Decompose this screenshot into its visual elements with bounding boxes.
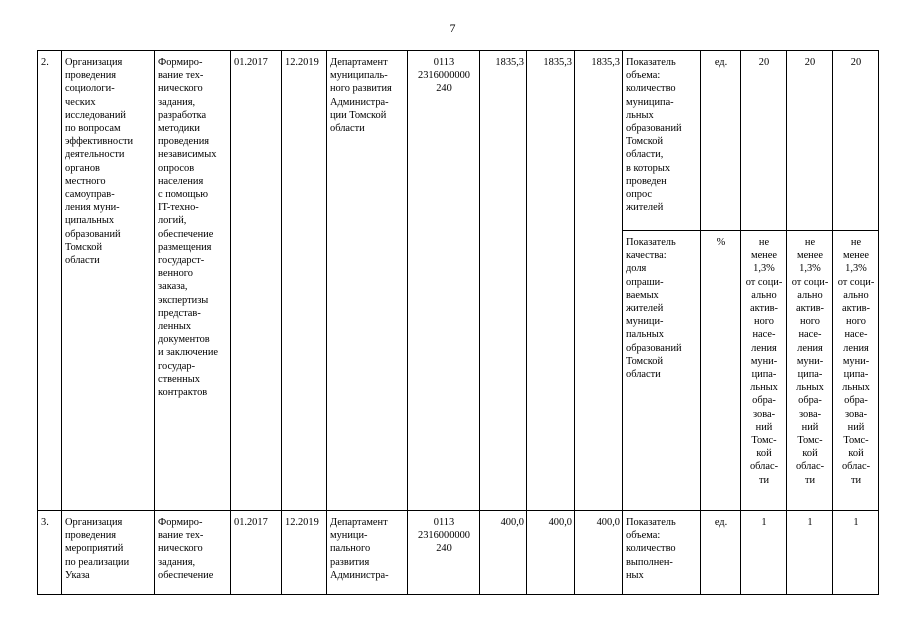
text-line: проведен [626, 175, 667, 187]
row-number: 3. [38, 511, 62, 595]
text-line: образований [626, 342, 682, 354]
text-line: льных [796, 382, 824, 394]
end-date: 12.2019 [282, 51, 327, 511]
text-line: 1 [761, 517, 767, 528]
text-line: развития [330, 556, 370, 568]
text-line: ления муни- [65, 202, 120, 214]
text-line: ваемых [626, 289, 659, 301]
text-line: образований [626, 123, 682, 135]
text-line: органов [65, 162, 100, 174]
text-line: Администра- [330, 96, 389, 108]
text-line: актив- [750, 303, 778, 315]
text-line: объема: [626, 70, 661, 82]
text-line: нического [158, 543, 203, 555]
text-line: муни- [796, 355, 824, 367]
sum-year-1: 400,0 [480, 511, 527, 595]
end-date: 12.2019 [282, 511, 327, 595]
text-line: ного [754, 316, 774, 328]
text-line: пальных [626, 329, 664, 341]
text-line: зова- [752, 408, 776, 420]
text-line: льных [626, 109, 654, 121]
activity-name [62, 51, 155, 511]
text-line: 20 [758, 57, 770, 68]
text-line: Томс- [797, 435, 823, 447]
text-line: ципа- [797, 369, 823, 381]
sum-year-1: 1835,3 [480, 51, 527, 511]
table-row [38, 511, 879, 595]
text-line: Организация [65, 57, 123, 68]
text-line: муниципа- [626, 96, 674, 108]
text-line: Томской [626, 136, 664, 148]
text-line: муни- [842, 355, 870, 367]
text-line: количество [626, 543, 676, 555]
text-line: насе- [844, 329, 868, 341]
text-line: ного развития [330, 83, 392, 95]
text-line: ции Томской [330, 109, 387, 121]
text-line: ти [758, 474, 770, 486]
text-line: образований [65, 228, 121, 240]
text-line: IT-техно- [158, 202, 199, 214]
indicator-unit: ед. [701, 51, 741, 231]
text-line: обеспечение [158, 228, 214, 240]
row-number: 2. [38, 51, 62, 511]
text-line: менее [751, 250, 777, 262]
text-line: государст- [158, 255, 205, 267]
text-line: 2316000000 [418, 70, 470, 82]
page-number: 7 [449, 21, 456, 35]
text-line: проведения [65, 70, 117, 82]
text-line: кой [848, 448, 864, 460]
text-line: зова- [798, 408, 822, 420]
text-line: обеспечение [158, 569, 214, 581]
text-line: по реализации [65, 556, 130, 568]
text-line: качества: [626, 250, 667, 262]
indicator-value-1 [741, 231, 787, 511]
text-line: Департамент [330, 57, 388, 68]
text-line: Формиро- [158, 517, 203, 528]
budget-code [408, 51, 480, 511]
text-line: опросов [158, 162, 195, 174]
text-line: Администра- [330, 569, 389, 581]
activity-content [155, 511, 231, 595]
indicator-name [623, 231, 701, 511]
text-line: по вопросам [65, 123, 121, 135]
text-line: ципа- [843, 369, 869, 381]
text-line: ческих [65, 96, 96, 108]
indicator-unit: ед. [701, 511, 741, 595]
indicator-value-1 [741, 51, 787, 231]
text-line: Томской [626, 355, 664, 367]
text-line: с помощью [158, 189, 209, 201]
text-line: 1 [807, 517, 813, 528]
text-line: 20 [804, 57, 816, 68]
text-line: ципа- [751, 369, 777, 381]
executor [327, 51, 408, 511]
text-line: от соци- [791, 276, 829, 288]
text-line: не [758, 237, 770, 248]
text-line: вание тех- [158, 70, 204, 82]
activities-table [37, 50, 879, 595]
text-line: 1,3% [753, 263, 775, 275]
text-line: льных [750, 382, 778, 394]
text-line: ципальных [65, 215, 115, 227]
indicator-name [623, 511, 701, 595]
text-line: жителей [626, 303, 664, 315]
text-line: муниципаль- [330, 70, 388, 82]
text-line: деятельности [65, 149, 125, 161]
text-line: области [330, 123, 365, 135]
text-line: самоуправ- [65, 189, 115, 201]
table-row [38, 51, 879, 231]
text-line: ально [797, 289, 823, 301]
activity-name [62, 511, 155, 595]
text-line: доля [626, 263, 647, 275]
text-line: 1,3% [845, 263, 867, 275]
start-date: 01.2017 [231, 51, 282, 511]
text-line: обра- [844, 395, 868, 407]
text-line: муници- [330, 530, 368, 542]
text-line: насе- [752, 329, 776, 341]
executor [327, 511, 408, 595]
text-line: мероприятий [65, 543, 124, 555]
text-line: ных [626, 569, 644, 581]
indicator-value-3 [833, 511, 879, 595]
text-line: ний [847, 421, 865, 433]
text-line: облас- [749, 461, 779, 473]
text-line: разработка [158, 109, 207, 121]
text-line: обра- [752, 395, 776, 407]
text-line: актив- [796, 303, 824, 315]
text-line: жителей [626, 202, 664, 214]
text-line: кой [802, 448, 818, 460]
text-line: венного [158, 268, 193, 280]
text-line: муни- [750, 355, 778, 367]
text-line: 0113 [433, 57, 455, 68]
indicator-unit: % [701, 231, 741, 511]
text-line: области [626, 369, 661, 381]
text-line: размещения [158, 241, 212, 253]
text-line: ления [797, 342, 823, 354]
text-line: зова- [844, 408, 868, 420]
text-line: 240 [436, 83, 452, 95]
text-line: ного [846, 316, 866, 328]
text-line: менее [843, 250, 869, 262]
text-line: 240 [436, 543, 452, 555]
text-line: объема: [626, 530, 661, 542]
text-line: актив- [842, 303, 870, 315]
sum-year-3: 1835,3 [575, 51, 623, 511]
text-line: опраши- [626, 276, 664, 288]
sum-year-2: 400,0 [527, 511, 575, 595]
sum-year-3: 400,0 [575, 511, 623, 595]
text-line: задания, [158, 96, 196, 108]
text-line: Томс- [843, 435, 869, 447]
text-line: не [850, 237, 862, 248]
text-line: Показатель [626, 237, 676, 248]
text-line: ления [751, 342, 777, 354]
text-line: выполнен- [626, 556, 673, 568]
text-line: заказа, [158, 281, 188, 293]
text-line: обра- [798, 395, 822, 407]
text-line: вание тех- [158, 530, 204, 542]
text-line: ленных [158, 321, 192, 333]
text-line: Указа [65, 569, 90, 581]
text-line: социологи- [65, 83, 115, 95]
text-line: Департамент [330, 517, 388, 528]
start-date: 01.2017 [231, 511, 282, 595]
text-line: не [804, 237, 816, 248]
sum-year-2: 1835,3 [527, 51, 575, 511]
indicator-value-2 [787, 51, 833, 231]
text-line: области, [626, 149, 664, 161]
text-line: Формиро- [158, 57, 203, 68]
text-line: Томс- [751, 435, 777, 447]
text-line: задания, [158, 556, 196, 568]
text-line: проведения [65, 530, 117, 542]
text-line: муници- [626, 316, 664, 328]
text-line: представ- [158, 307, 201, 319]
text-line: 1,3% [799, 263, 821, 275]
text-line: контрактов [158, 387, 208, 399]
text-line: документов [158, 334, 210, 346]
text-line: независимых [158, 149, 217, 161]
text-line: опрос [626, 189, 653, 201]
text-line: логий, [158, 215, 187, 227]
text-line: местного [65, 175, 106, 187]
indicator-name [623, 51, 701, 231]
text-line: Томской [65, 241, 103, 253]
text-line: исследований [65, 109, 126, 121]
text-line: облас- [841, 461, 871, 473]
text-line: ти [804, 474, 816, 486]
text-line: Показатель [626, 517, 676, 528]
text-line: насе- [798, 329, 822, 341]
text-line: проведения [158, 136, 210, 148]
text-line: от соци- [745, 276, 783, 288]
text-line: ально [751, 289, 777, 301]
indicator-value-2 [787, 231, 833, 511]
text-line: менее [797, 250, 823, 262]
text-line: ления [843, 342, 869, 354]
text-line: льных [842, 382, 870, 394]
text-line: ственных [158, 373, 200, 385]
indicator-value-3 [833, 231, 879, 511]
text-line: области [65, 255, 100, 267]
indicator-value-3 [833, 51, 879, 231]
text-line: ти [850, 474, 862, 486]
text-line: государ- [158, 360, 196, 372]
text-line: ний [801, 421, 819, 433]
text-line: от соци- [837, 276, 875, 288]
activity-content [155, 51, 231, 511]
text-line: экспертизы [158, 294, 209, 306]
budget-code [408, 511, 480, 595]
indicator-value-2 [787, 511, 833, 595]
text-line: методики [158, 123, 200, 135]
text-line: в которых [626, 162, 671, 174]
text-line: 1 [853, 517, 859, 528]
text-line: 2316000000 [418, 530, 470, 542]
text-line: ного [800, 316, 820, 328]
text-line: кой [756, 448, 772, 460]
text-line: ний [755, 421, 773, 433]
text-line: нического [158, 83, 203, 95]
text-line: ально [843, 289, 869, 301]
text-line: количество [626, 83, 676, 95]
text-line: эффективности [65, 136, 134, 148]
text-line: 0113 [433, 517, 455, 528]
text-line: и заключение [158, 347, 219, 359]
text-line: облас- [795, 461, 825, 473]
text-line: населения [158, 175, 204, 187]
text-line: Показатель [626, 57, 676, 68]
indicator-value-1 [741, 511, 787, 595]
text-line: пального [330, 543, 371, 555]
text-line: Организация [65, 517, 123, 528]
text-line: 20 [850, 57, 862, 68]
